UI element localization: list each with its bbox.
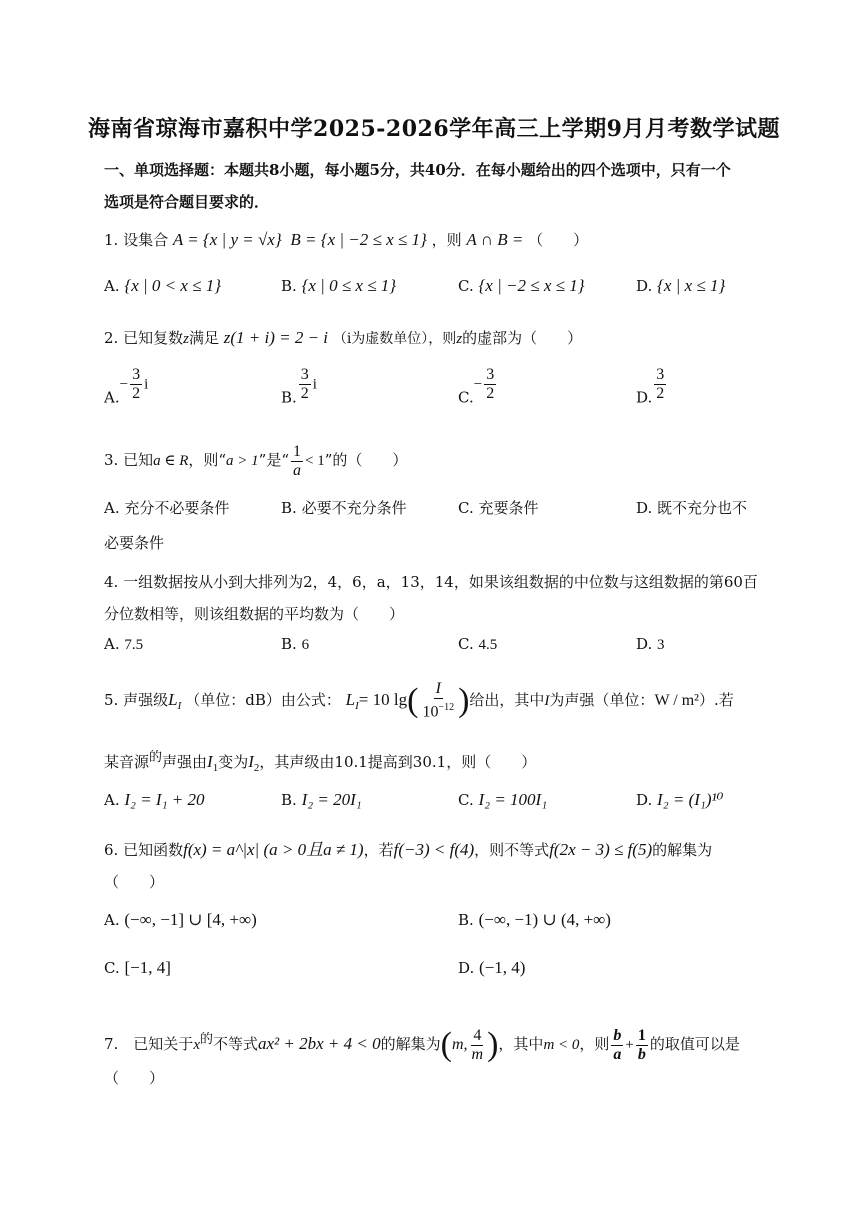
q7-blank: （ ） [104, 1069, 165, 1087]
q2-z: z [183, 331, 189, 347]
q5-i2-sub: 2 [253, 762, 260, 774]
option-label: B. [281, 277, 297, 295]
q3-option-a[interactable] [104, 497, 229, 518]
option-label: B. [281, 388, 297, 407]
q4-option-d[interactable] [636, 635, 665, 654]
question-3 [104, 440, 769, 481]
option-label: D. [636, 388, 653, 407]
option-label: C. [458, 635, 474, 653]
q5-option-d[interactable] [636, 790, 723, 810]
option-unit: i [144, 376, 149, 393]
fraction-num: 4 [473, 1026, 482, 1044]
q5-prefix: 5. 声强级 [104, 691, 169, 709]
option-text: (−1, 4) [479, 958, 526, 977]
option-text: (−∞, −1] ∪ [4, +∞) [124, 910, 257, 929]
q5-line2-c: 变为 [218, 753, 249, 771]
option-label: D. [636, 791, 653, 809]
option-text: 必要不充分条件 [301, 499, 407, 517]
q5-option-c[interactable] [458, 790, 547, 810]
q5-unit-note: （单位：dB）由公式： [185, 691, 341, 709]
option-text: 充要条件 [478, 499, 539, 517]
fraction-num: 3 [300, 366, 309, 383]
q5-symbol-sub: I [177, 700, 182, 712]
option-label: A. [104, 635, 120, 653]
option-label: A. [104, 911, 120, 929]
q3-fraction [291, 443, 303, 480]
q5-unit: W / m² [654, 692, 699, 709]
option-text: 3 [657, 637, 665, 653]
q6-inequality: f(2x − 3) ≤ f(5) [549, 840, 653, 859]
q5-line2-b: 声强由 [162, 753, 208, 771]
option-text: I₂ = 100I₁ [478, 790, 548, 809]
question-7 [104, 1010, 769, 1070]
q6-option-b[interactable] [458, 910, 611, 930]
left-paren-icon: ( [407, 682, 419, 719]
section-heading-line1: 一、单项选择题：本题共8小题，每小题5分，共40分．在每小题给出的四个选项中，只有一个 [104, 161, 731, 179]
option-label: C. [458, 277, 474, 295]
q6-function: f(x) = a^|x| (a > 0且a ≠ 1) [183, 840, 364, 859]
q7-de: 的 [199, 1032, 213, 1047]
option-text: {x | 0 ≤ x ≤ 1} [301, 276, 397, 295]
fraction-num: I [435, 680, 441, 698]
option-label: D. [636, 499, 653, 517]
q1-blank: （ ） [528, 231, 589, 249]
q6-option-c[interactable] [104, 958, 171, 978]
fraction-num: 3 [656, 366, 665, 383]
q5-formula-l: L [345, 690, 356, 709]
option-text: 充分不必要条件 [124, 499, 230, 517]
fraction-den: 2 [656, 385, 665, 402]
q3-option-d[interactable] [636, 497, 747, 518]
q3-mid2: ”是“ [258, 451, 290, 469]
fraction-den: 2 [132, 385, 141, 402]
q5-i: I [544, 693, 550, 709]
q2-option-a[interactable] [104, 366, 148, 407]
q1-option-b[interactable] [281, 276, 396, 296]
option-text: I₂ = 20I₁ [301, 790, 362, 809]
fraction-den: 2 [300, 385, 309, 402]
option-text: I₂ = (I₁)¹⁰ [657, 790, 724, 809]
q3-option-c[interactable] [458, 497, 539, 518]
q1-suffix: ，则 [431, 231, 462, 249]
q6-mid2: ，则不等式 [474, 841, 550, 859]
page-title: 海南省琼海市嘉积中学2025-2026学年高三上学期9月月考数学试题 [88, 116, 780, 142]
option-text: 既不充分也不 [657, 499, 748, 517]
q7-fraction [470, 1027, 486, 1064]
q7-plus: + [625, 1037, 634, 1053]
q6-option-a[interactable] [104, 910, 257, 930]
q6-prefix: 6. 已知函数 [104, 841, 184, 859]
option-fraction [299, 366, 311, 403]
q3-mid1: ，则“ [188, 451, 227, 469]
q5-i2: I [248, 752, 254, 771]
fraction-den-exp: −12 [438, 702, 455, 714]
q2-z2: z [456, 331, 463, 347]
q2-option-c[interactable] [458, 366, 498, 407]
option-sign: − [119, 376, 129, 393]
option-sign: − [473, 376, 483, 393]
q5-option-b[interactable] [281, 790, 362, 810]
option-text: 7.5 [124, 637, 144, 653]
q3-q-rest: < 1 [305, 453, 325, 469]
q6-mid: ，若 [363, 841, 394, 859]
q2-equation: z(1 + i) = 2 − i [223, 328, 329, 347]
q4-option-b[interactable] [281, 635, 309, 654]
q7-prefix: 7. 已知关于 [104, 1035, 194, 1053]
option-text: [−1, 4] [124, 958, 171, 977]
option-label: B. [458, 911, 474, 929]
q5-i1: I [207, 752, 213, 771]
q7-m: m, [451, 1036, 468, 1053]
fraction-num: 1 [293, 442, 302, 460]
option-fraction [654, 366, 666, 403]
q7-mid2: 的解集为 [380, 1035, 441, 1053]
question-5-line2 [104, 746, 769, 780]
q7-expr-fraction-1 [611, 1027, 623, 1064]
q3-option-d-wrap: 必要条件 [104, 534, 165, 552]
q5-after3: ）.若 [698, 691, 734, 709]
q4-option-a[interactable] [104, 635, 143, 654]
question-5 [104, 672, 769, 728]
question-6 [104, 838, 769, 862]
option-label: A. [104, 499, 120, 517]
option-fraction [484, 366, 496, 403]
fraction-den: a [293, 461, 302, 479]
option-label: B. [281, 791, 297, 809]
fraction-den: b [637, 1045, 646, 1063]
q4-line1: 4. 一组数据按从小到大排列为2，4，6，a，13，14，如果该组数据的中位数与这组数据的第60百 [104, 573, 758, 591]
fraction-num: 1 [637, 1026, 646, 1044]
option-label: B. [281, 499, 297, 517]
q7-condition: m < 0 [543, 1037, 580, 1053]
q7-mid: 不等式 [213, 1035, 259, 1053]
question-2 [104, 326, 769, 351]
q4-line2: 分位数相等，则该组数据的平均数为（ ） [104, 605, 405, 623]
q5-i1-sub: 1 [212, 762, 219, 774]
q5-option-a[interactable] [104, 790, 204, 810]
section-heading-line2: 选项是符合题目要求的． [104, 193, 270, 211]
q3-p: a > 1 [226, 453, 259, 469]
q7-expr-fraction-2 [636, 1027, 648, 1064]
right-paren-icon: ) [487, 1026, 499, 1063]
left-paren-icon: ( [440, 1026, 452, 1063]
option-label: C. [104, 959, 120, 977]
q1-option-d[interactable] [636, 276, 725, 296]
q6-option-d[interactable] [458, 958, 525, 978]
q4-option-c[interactable] [458, 635, 497, 654]
option-label: D. [458, 959, 475, 977]
option-label: B. [281, 635, 297, 653]
q7-mid4: ，则 [579, 1035, 610, 1053]
q7-x: x [193, 1037, 200, 1053]
option-label: C. [458, 499, 474, 517]
q5-after: 给出，其中 [469, 691, 545, 709]
fraction-den [420, 699, 456, 721]
option-text: (−∞, −1) ∪ (4, +∞) [478, 910, 611, 929]
q2-note: （i为虚数单位），则 [332, 331, 457, 347]
q5-line2-de: 的 [149, 750, 163, 765]
q1-option-c[interactable] [458, 276, 585, 296]
option-label: A. [104, 791, 120, 809]
q6-condition: f(−3) < f(4) [393, 840, 475, 859]
q6-tail: 的解集为 [652, 841, 713, 859]
q2-option-d[interactable] [636, 366, 668, 407]
q1-set-b: B = {x | −2 ≤ x ≤ 1} [290, 230, 427, 249]
option-label: C. [458, 388, 474, 407]
option-text: {x | 0 < x ≤ 1} [124, 276, 222, 295]
question-4 [104, 566, 769, 630]
option-label: A. [104, 277, 120, 295]
option-text: I₂ = I₁ + 20 [124, 790, 205, 809]
q2-prefix: 2. 已知复数 [104, 329, 184, 347]
q3-condition: a ∈ R [153, 453, 189, 469]
q2-tail: 的虚部为（ ） [462, 329, 583, 347]
option-label: A. [104, 388, 120, 407]
q5-line2-d: ，其声级由10.1提高到30.1，则（ ） [259, 753, 537, 771]
q7-inequality: ax² + 2bx + 4 < 0 [258, 1034, 381, 1053]
question-1 [104, 228, 769, 252]
q5-symbol: L [168, 690, 178, 709]
q1-expr: A ∩ B = [466, 230, 524, 249]
option-text: {x | −2 ≤ x ≤ 1} [478, 276, 585, 295]
q7-tail: 的取值可以是 [649, 1035, 740, 1053]
option-label: D. [636, 635, 653, 653]
q5-fraction [420, 680, 456, 721]
q7-mid3: ，其中 [498, 1035, 544, 1053]
fraction-den-base: 10 [422, 703, 439, 721]
fraction-den: 2 [486, 385, 495, 402]
fraction-den: a [613, 1045, 622, 1063]
option-text: 4.5 [478, 637, 498, 653]
fraction-num: b [613, 1026, 622, 1044]
fraction-num: 3 [486, 366, 495, 383]
q1-prefix: 1. 设集合 [104, 231, 169, 249]
fraction-den: m [471, 1045, 484, 1063]
q5-after2: 为声强（单位： [549, 691, 655, 709]
option-unit: i [312, 376, 317, 393]
right-paren-icon: ) [458, 682, 470, 719]
q5-line2-a: 某音源 [104, 753, 150, 771]
section-heading [104, 154, 769, 218]
q1-set-a: A = {x | y = √x} [172, 230, 282, 249]
q1-option-a[interactable] [104, 276, 221, 296]
option-fraction [130, 366, 142, 403]
fraction-num: 3 [132, 366, 141, 383]
option-label: D. [636, 277, 653, 295]
option-text: {x | x ≤ 1} [657, 276, 726, 295]
q3-option-b[interactable] [281, 497, 407, 518]
option-text: 6 [301, 637, 310, 653]
q2-satisfy: 满足 [188, 329, 219, 347]
q6-blank: （ ） [104, 873, 165, 891]
option-label: C. [458, 791, 474, 809]
q5-formula-mid: = 10 lg [358, 690, 408, 709]
q3-prefix: 3. 已知 [104, 451, 154, 469]
q3-tail: ”的（ ） [324, 451, 408, 469]
q5-formula-sub: I [355, 700, 359, 712]
q2-option-b[interactable] [281, 366, 317, 407]
